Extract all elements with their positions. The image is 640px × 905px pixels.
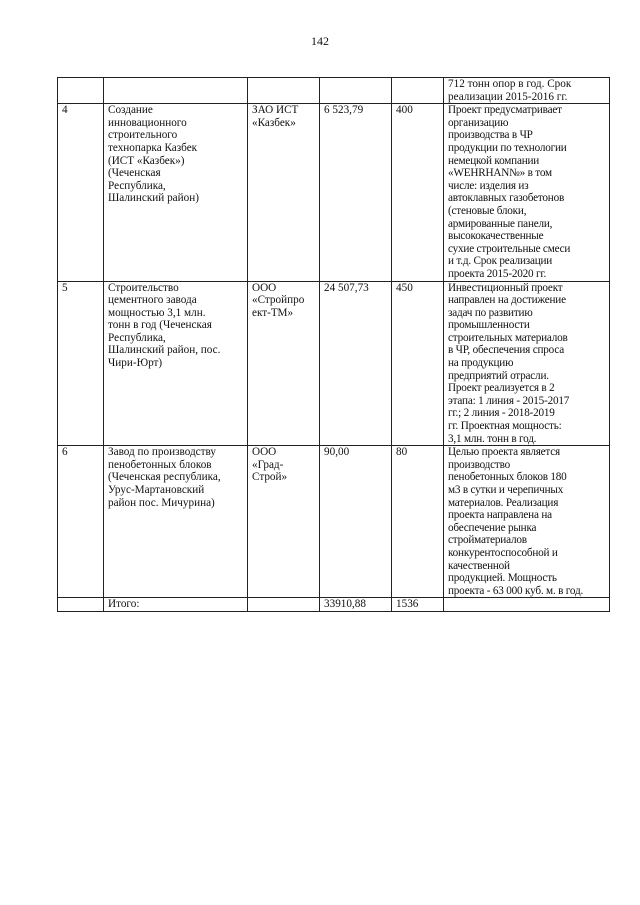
table-row-5 bbox=[58, 281, 610, 446]
cell-jobs bbox=[392, 78, 444, 104]
cell-name: Завод по производству пенобетонных блоков (Чеченская республика, Урус-Мартановский район пос. Мичурина) bbox=[104, 446, 248, 598]
total-label: Итого: bbox=[104, 598, 248, 612]
cell-description bbox=[444, 598, 610, 612]
cell-org bbox=[248, 78, 320, 104]
cell-name bbox=[104, 78, 248, 104]
investment-projects-table bbox=[57, 77, 610, 612]
cell-num: 5 bbox=[58, 281, 104, 446]
table-row-total bbox=[58, 598, 610, 612]
cell-jobs: 80 bbox=[392, 446, 444, 598]
table-row-continuation bbox=[58, 78, 610, 104]
cell-org: ООО «Град- Строй» bbox=[248, 446, 320, 598]
cell-num bbox=[58, 598, 104, 612]
table-row-4 bbox=[58, 104, 610, 281]
cell-cost: 90,00 bbox=[320, 446, 392, 598]
total-jobs: 1536 bbox=[392, 598, 444, 612]
cell-org bbox=[248, 598, 320, 612]
cell-cost: 24 507,73 bbox=[320, 281, 392, 446]
cell-jobs: 450 bbox=[392, 281, 444, 446]
page-number: 142 bbox=[311, 34, 329, 48]
cell-jobs: 400 bbox=[392, 104, 444, 281]
cell-num: 6 bbox=[58, 446, 104, 598]
cell-description: Проект предусматривает организацию производства в ЧР продукции по технологии немецкой компании «WEHRHAN№» в том числе: изделия из автоклавных газобетонов (стеновые блоки, армированные панели, высококачественные сухие строительные смеси и т.д. Срок реализации проекта 2015-2020 гг. bbox=[444, 104, 610, 281]
cell-description: Инвестиционный проект направлен на достижение задач по развитию промышленности строительных материалов в ЧР, обеспечения спроса на продукцию предприятий отрасли. Проект реализуется в 2 этапа: 1 линия - 2015-2017 гг.; 2 линия - 2018-2019 гг. Проектная мощность: 3,1 млн. тонн в год. bbox=[444, 281, 610, 446]
cell-org: ЗАО ИСТ «Казбек» bbox=[248, 104, 320, 281]
cell-name: Строительство цементного завода мощностью 3,1 млн. тонн в год (Чеченская Республика, Шалинский район, пос. Чири-Юрт) bbox=[104, 281, 248, 446]
cell-description: 712 тонн опор в год. Срок реализации 2015-2016 гг. bbox=[444, 78, 610, 104]
cell-org: ООО «Стройпро ект-ТМ» bbox=[248, 281, 320, 446]
cell-cost: 6 523,79 bbox=[320, 104, 392, 281]
cell-num: 4 bbox=[58, 104, 104, 281]
cell-description: Целью проекта является производство пенобетонных блоков 180 м3 в сутки и черепичных материалов. Реализация проекта направлена на обеспечение рынка стройматериалов конкурентоспособной и качественной продукцией. Мощность проекта - 63 000 куб. м. в год. bbox=[444, 446, 610, 598]
cell-cost bbox=[320, 78, 392, 104]
table-row-6 bbox=[58, 446, 610, 598]
cell-num bbox=[58, 78, 104, 104]
total-cost: 33910,88 bbox=[320, 598, 392, 612]
cell-name: Создание инновационного строительного технопарка Казбек (ИСТ «Казбек») (Чеченская Республика, Шалинский район) bbox=[104, 104, 248, 281]
